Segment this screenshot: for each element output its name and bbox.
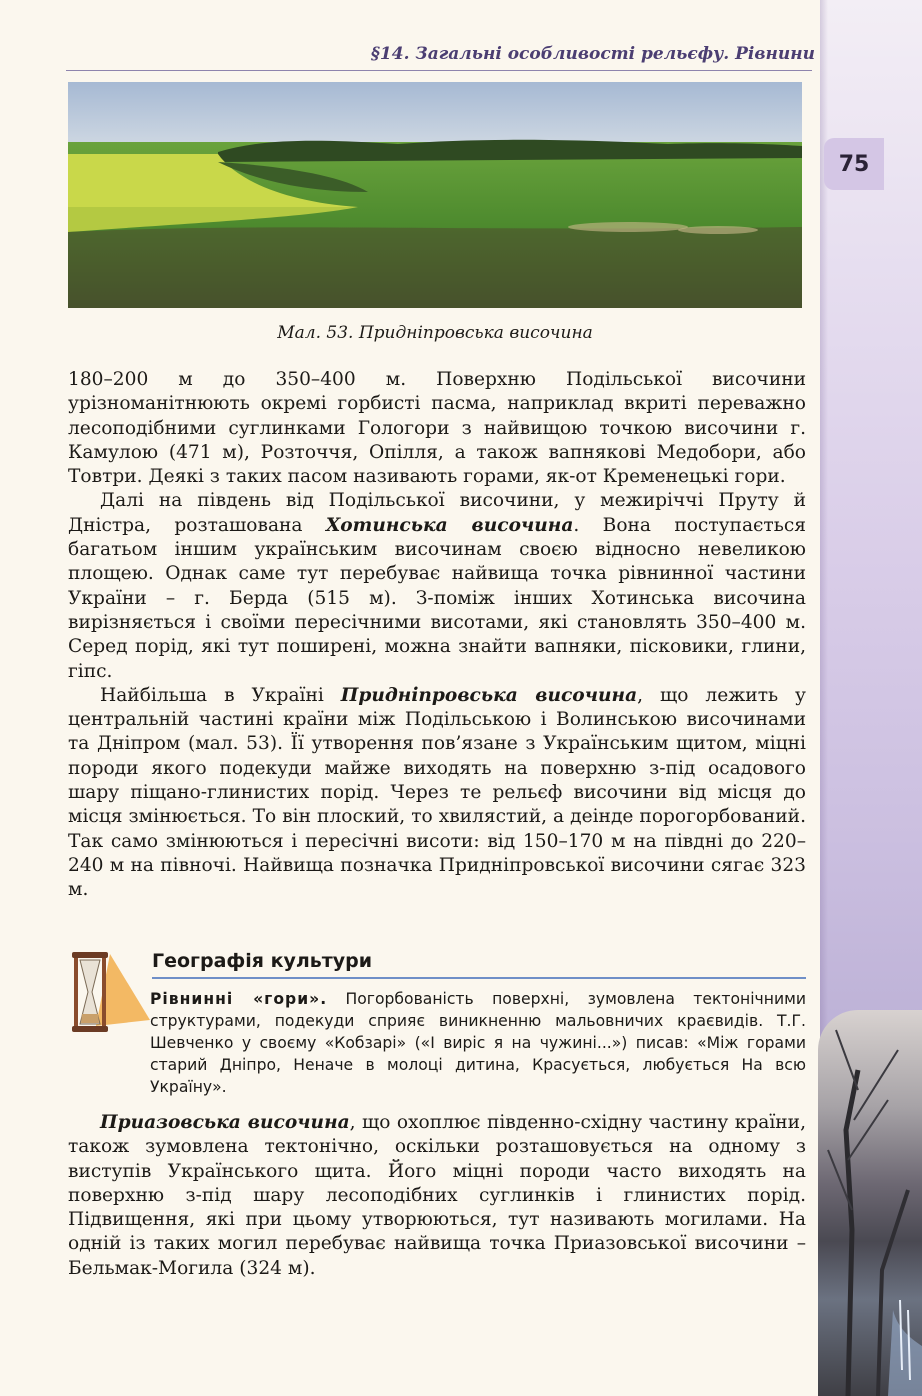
running-header: §14. Загальні особливості рельєфу. Рівнини	[371, 44, 815, 64]
term-khotynska: Хотинська височина	[325, 514, 574, 536]
paragraph-prydniprovska: Найбільша в Україні Придніпровська височина, що лежить у центральній частині країни між Подільською і Волинською височинами та Дніпром (мал. 53). Її утворення пов’язане з Українським щитом, міцні породи якого подекуди майже виходять на поверхню з-під осадового шару піщано-глинистих порід. Через те рельєф височини від місця до місця змінюється. То він плоский, то хвилястий, а деінде порогорбований. Так само змінюються і пересічні висоти: від 150–170 м на півдні до 220–240 м на півночі. Найвища позначка Придніпровської височини сягає 323 м.	[68, 684, 806, 901]
term-pryazovska: Приазовська височина	[100, 1112, 350, 1133]
paragraph-podilska: 180–200 м до 350–400 м. Поверхню Подільської височини урізноманітнюють окремі горбисті пасма, наприклад вкриті переважно лесоподібними суглинками Гологори з найвищою точкою височини г. Камулою (471 м), Розточчя, Опілля, а також вапнякові Медобори, або Товтри. Деякі з таких пасом називають горами, як-от Кременецькі гори.	[68, 369, 806, 488]
culture-lead: Рівнинні «гори».	[150, 990, 328, 1008]
figure-caption: Мал. 53. Придніпровська височина	[277, 323, 593, 343]
culture-section-title: Географія культури	[152, 950, 373, 972]
culture-box	[150, 988, 806, 1098]
header-divider	[66, 70, 812, 71]
culture-paragraph: Рівнинні «гори». Погорбованість поверхні, зумовлена тектонічними структурами, подекуди сприяє виникненню мальовничих краєвидів. Т.Г. Шевченко у своєму «Кобзарі» («І виріс я на чужині...») писав: «Між горами старий Дніпро, Неначе в молоці дитина, Красується, любується На всю Україну».	[150, 990, 807, 1096]
paragraph-khotynska: Далі на південь від Подільської височини, у межиріччі Пруту й Дністра, розташована Хотинська височина. Вона поступається багатьом іншим українським височинам своєю відносно невеликою площею. Однак саме тут перебуває найвища точка рівнинної частини України – г. Берда (515 м). З-поміж інших Хотинська височина вирізняється і своїми пересічними висотами, які становлять 350–400 м. Серед порід, які тут поширені, можна знайти вапняки, пісковики, глини, гіпс.	[68, 490, 806, 682]
hourglass-icon	[66, 948, 150, 1038]
landscape-photo	[68, 82, 802, 308]
culture-divider	[152, 977, 806, 979]
paragraph-pryazovska: Приазовська височина, що охоплює південно-східну частину країни, також зумовлена тектонічно, оскільки розташовується на одному з виступів Українського щита. Його міцні породи часто виходять на поверхню з-під шару лесоподібних суглинків і глинистих порід. Підвищення, які при цьому утворюються, тут називають могилами. На одній із таких могил перебуває найвища точка Приазовської височини – Бельмак-Могила (324 м).	[68, 1112, 806, 1279]
side-waterfall-photo	[818, 1010, 922, 1396]
main-text-upper	[68, 368, 806, 903]
main-text-lower	[68, 1111, 806, 1281]
page-number: 75	[824, 138, 884, 190]
term-prydniprovska: Придніпровська височина	[340, 684, 638, 706]
